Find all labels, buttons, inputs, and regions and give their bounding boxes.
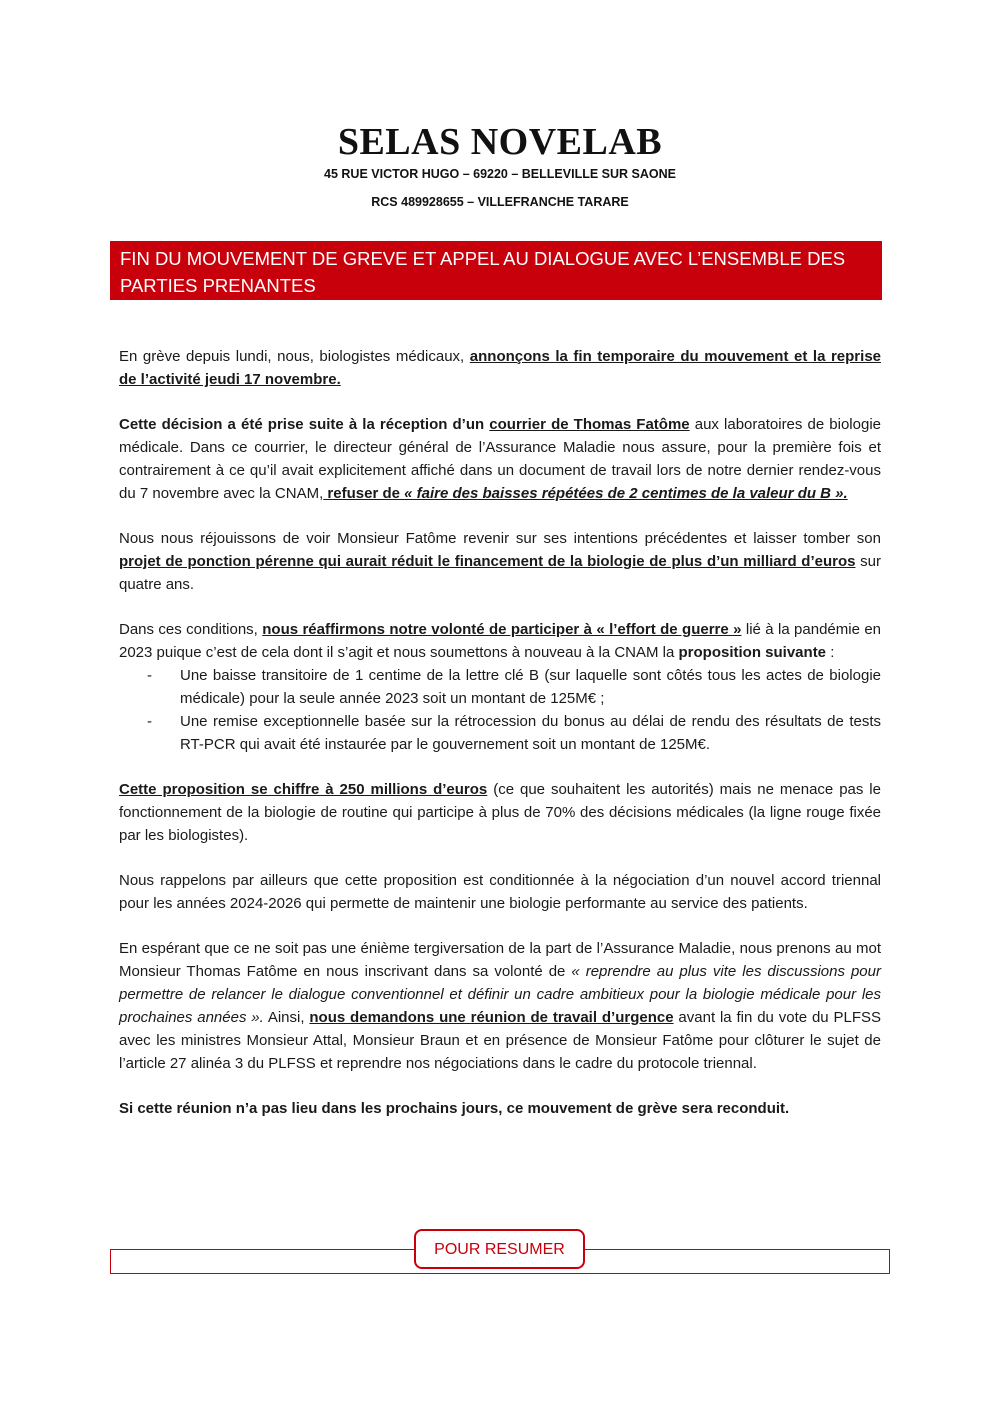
text: Nous nous réjouissons de voir Monsieur Fatôme revenir sur ses intentions précédentes et laisser tomber son bbox=[119, 530, 881, 547]
emphasis: refuser de bbox=[323, 485, 405, 502]
emphasis: Cette décision a été prise suite à la réception d’un bbox=[119, 416, 490, 433]
quote: « faire des baisses répétées de 2 centimes de la valeur du B ». bbox=[404, 485, 848, 502]
quote: « reprendre au plus vite les discussions pour permettre de relancer le dialogue conventionnel et définir un cadre ambitieux pour la biologie médicale pour les prochaines années ». bbox=[119, 963, 881, 1026]
text: (ce que souhaitent les autorités) mais ne menace pas le fonctionnement de la biologie de routine qui participe à plus de 70% des décisions médicales (la ligne rouge fixée par les biologistes). bbox=[119, 781, 881, 844]
paragraph-triennial bbox=[119, 869, 881, 915]
paragraph-meeting-request bbox=[119, 937, 881, 1075]
emphasis: nous demandons une réunion de travail d’urgence bbox=[309, 1009, 674, 1026]
title-banner bbox=[110, 241, 882, 300]
emphasis: Cette proposition se chiffre à 250 millions d’euros bbox=[119, 781, 488, 798]
organization-rcs: RCS 489928655 – VILLEFRANCHE TARARE bbox=[371, 195, 629, 209]
list-item bbox=[119, 664, 881, 710]
emphasis: annonçons la fin temporaire du mouvement et la reprise de l’activité jeudi 17 novembre. bbox=[119, 348, 881, 388]
text: Dans ces conditions, bbox=[119, 621, 263, 638]
summary-label-box bbox=[414, 1229, 585, 1269]
paragraph-funding bbox=[119, 527, 881, 596]
list-item-text: Une remise exceptionnelle basée sur la rétrocession du bonus au délai de rendu des résultats de tests RT-PCR qui avait été instaurée par le gouvernement soit un montant de 125M€. bbox=[180, 713, 881, 753]
text: sur quatre ans. bbox=[119, 553, 881, 593]
list-item-text: Une baisse transitoire de 1 centime de la lettre clé B (sur laquelle sont côtés tous les actes de biologie médicale) pour la seule année 2023 soit un montant de 125M€ ; bbox=[180, 667, 881, 707]
emphasis: projet de ponction pérenne qui aurait réduit le financement de la biologie de plus d’un milliard d’euros bbox=[119, 553, 856, 570]
document-body bbox=[119, 345, 881, 1142]
text: aux laboratoires de biologie médicale. Dans ce courrier, le directeur général de l’Assurance Maladie nous assure, pour la première fois et contrairement à ce qu’il avait explicitement affiché dans un document de travail lors de notre dernier rendez-vous du 7 novembre avec la CNAM, bbox=[119, 416, 882, 502]
emphasis: nous réaffirmons notre volonté de participer à « l’effort de guerre » bbox=[262, 621, 742, 638]
dash-bullet: - bbox=[147, 667, 152, 684]
text: En grève depuis lundi, nous, biologistes médicaux, bbox=[119, 348, 470, 365]
organization-address: 45 RUE VICTOR HUGO – 69220 – BELLEVILLE SUR SAONE bbox=[324, 167, 676, 181]
summary-label: POUR RESUMER bbox=[434, 1241, 565, 1258]
emphasis: proposition suivante bbox=[678, 644, 827, 661]
text: Nous rappelons par ailleurs que cette proposition est conditionnée à la négociation d’un nouvel accord triennal pour les années 2024-2026 qui permette de maintenir une biologie performante au service des patients. bbox=[119, 872, 881, 912]
text: avant la fin du vote du PLFSS avec les ministres Monsieur Attal, Monsieur Braun et en présence de Monsieur Fatôme pour clôturer le sujet de l’article 27 alinéa 3 du PLFSS et reprendre nos négociations dans le cadre du protocole triennal. bbox=[119, 1009, 881, 1072]
text: En espérant que ce ne soit pas une énième tergiversation de la part de l’Assurance Maladie, nous prenons au mot Monsieur Thomas Fatôme en nous inscrivant dans sa volonté de bbox=[119, 940, 881, 980]
emphasis: courrier de Thomas Fatôme bbox=[489, 416, 690, 433]
paragraph-amount bbox=[119, 778, 881, 847]
list-item bbox=[119, 710, 881, 756]
emphasis: Si cette réunion n’a pas lieu dans les prochains jours, ce mouvement de grève sera reconduit. bbox=[119, 1100, 790, 1117]
proposal-list bbox=[119, 664, 881, 756]
banner-title: FIN DU MOUVEMENT DE GREVE ET APPEL AU DIALOGUE AVEC L’ENSEMBLE DES PARTIES PRENANTES bbox=[120, 248, 846, 296]
paragraph-strike-end bbox=[119, 345, 881, 391]
paragraph-proposal-intro bbox=[119, 618, 881, 664]
organization-name: SELAS NOVELAB bbox=[337, 121, 663, 163]
text: lié à la pandémie en 2023 puique c’est de cela dont il s’agit et nous soumettons à nouveau à la CNAM la bbox=[119, 621, 882, 661]
text: : bbox=[826, 644, 835, 661]
paragraph-letter bbox=[119, 413, 881, 505]
text: Ainsi, bbox=[263, 1009, 310, 1026]
paragraph-conclusion bbox=[119, 1097, 881, 1120]
dash-bullet: - bbox=[147, 713, 152, 730]
